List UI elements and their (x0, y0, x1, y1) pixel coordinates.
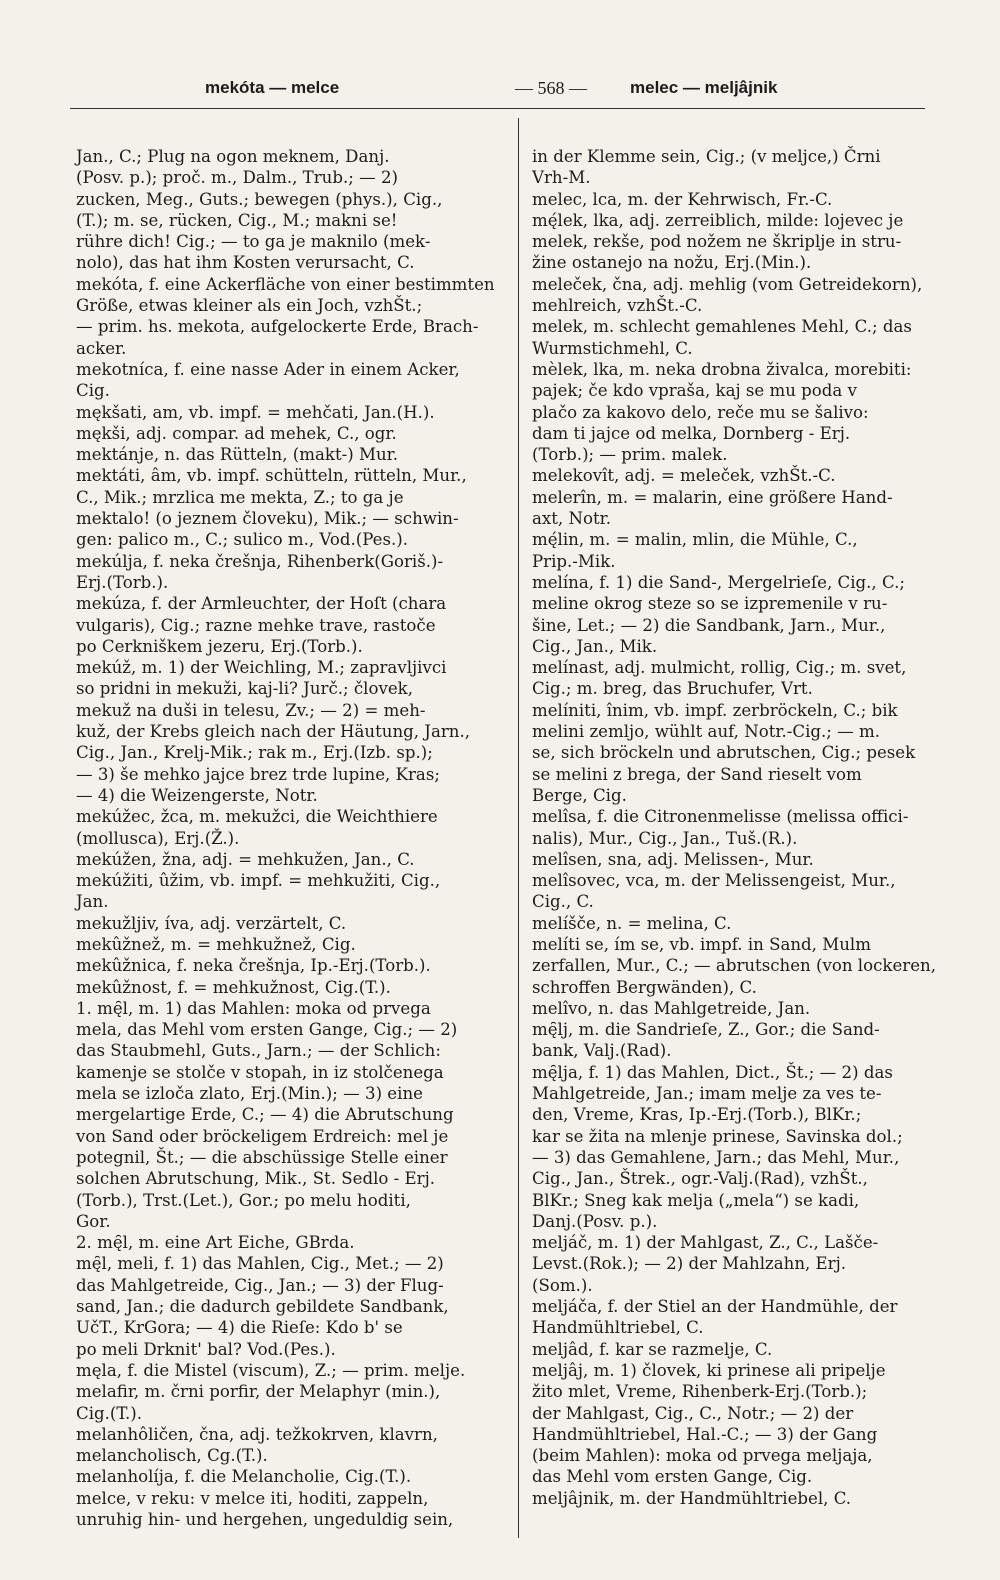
text-line: mekúžen, žna, adj. = mehkužen, Jan., C. (76, 849, 415, 869)
text-line: pajek; če kdo vpraša, kaj se mu poda v (532, 381, 857, 401)
text-line: (Torb.); — prim. malek. (532, 445, 728, 465)
header-right-guideword: melec — meljâjnik (630, 78, 778, 97)
text-line: mergelartige Erde, C.; — 4) die Abrutschung (76, 1105, 454, 1125)
text-line: melec, lca, m. der Kehrwisch, Fr.-C. (532, 189, 833, 209)
text-line: mę̑l, meli, f. 1) das Mahlen, Cig., Met.; — 2) (76, 1254, 444, 1274)
text-line: das Staubmehl, Guts., Jarn.; — der Schlich: (76, 1041, 441, 1061)
text-line: (beim Mahlen): moka od prvega meljaja, (532, 1446, 873, 1466)
text-line: mekúlja, f. neka črešnja, Rihenberk(Goriš.)- (76, 551, 444, 571)
text-line: plačo za kakovo delo, reče mu se šalivo: (532, 402, 869, 422)
text-line: melîsa, f. die Citronenmelisse (melissa offici- (532, 807, 909, 827)
text-line: meljâjnik, m. der Handmühltriebel, C. (532, 1488, 852, 1508)
text-line: melek, rekše, pod nožem ne škriplje in stru- (532, 232, 902, 252)
text-line: Cig. (76, 381, 110, 401)
text-line: das Mehl vom ersten Gange, Cig. (532, 1467, 813, 1487)
text-line: gen: palico m., C.; sulico m., Vod.(Pes.). (76, 530, 409, 550)
text-line: Erj.(Torb.). (76, 572, 169, 592)
text-line: melíti se, ím se, vb. impf. in Sand, Mulm (532, 934, 871, 954)
text-line: melekovît, adj. = meleček, vzhŠt.-C. (532, 466, 836, 486)
text-line: axt, Notr. (532, 509, 612, 529)
text-line: mekúž, m. 1) der Weichling, M.; zapravljivci (76, 658, 447, 678)
right-column (532, 146, 936, 1509)
text-line: melancholisch, Cg.(T.). (76, 1446, 268, 1466)
text-line: mekûžnica, f. neka črešnja, Ip.-Erj.(Torb.). (76, 956, 431, 976)
text-line: mekúžec, žca, m. mekužci, die Weichthiere (76, 807, 438, 827)
text-line: Cig., Jan., Mik. (532, 636, 658, 656)
text-line: kar se žita na mlenje prinese, Savinska dol.; (532, 1126, 903, 1146)
text-line: melîvo, n. das Mahlgetreide, Jan. (532, 998, 811, 1018)
text-line: zerfallen, Mur., C.; — abrutschen (von lockeren, (532, 956, 936, 976)
text-line: melanholíja, f. die Melancholie, Cig.(T.). (76, 1467, 412, 1487)
text-line: UčT., KrGora; — 4) die Rieſe: Kdo b' se (76, 1318, 403, 1338)
text-line: Cig., Jan., Štrek., ogr.-Valj.(Rad), vzhŠt., (532, 1169, 868, 1189)
page-number: — 568 — (515, 78, 587, 98)
text-line: mę́lek, lka, adj. zerreiblich, milde: lojevec je (532, 210, 904, 230)
text-line: acker. (76, 338, 127, 358)
text-line: męla, f. die Mistel (viscum), Z.; — prim. melje. (76, 1360, 466, 1380)
text-line: po meli Drknit' bal? Vod.(Pes.). (76, 1339, 336, 1359)
text-line: Cig., Jan., Krelj-Mik.; rak m., Erj.(Izb. sp.); (76, 743, 433, 763)
text-line: mę̑lja, f. 1) das Mahlen, Dict., Št.; — 2) das (532, 1062, 893, 1082)
text-line: dam ti jajce od melka, Dornberg - Erj. (532, 423, 851, 443)
text-line: mekúza, f. der Armleuchter, der Hoſt (chara (76, 594, 447, 614)
text-line: kuž, der Krebs gleich nach der Häutung, Jarn., (76, 722, 471, 742)
text-line: der Mahlgast, Cig., C., Notr.; — 2) der (532, 1403, 854, 1423)
text-line: melini zemljo, wühlt auf, Notr.-Cig.; — m. (532, 722, 881, 742)
text-line: Cig.; m. breg, das Bruchufer, Vrt. (532, 679, 813, 699)
text-line: meljáča, f. der Stiel an der Handmühle, der (532, 1297, 898, 1317)
text-line: šine, Let.; — 2) die Sandbank, Jarn., Mur., (532, 615, 886, 635)
text-line: (Posv. p.); proč. m., Dalm., Trub.; — 2) (76, 168, 399, 188)
text-line: melek, m. schlecht gemahlenes Mehl, C.; das (532, 317, 912, 337)
text-line: melínast, adj. mulmicht, rollig, Cig.; m. svet, (532, 658, 907, 678)
text-line: Jan. (76, 892, 109, 912)
text-line: bank, Valj.(Rad). (532, 1041, 672, 1061)
text-line: mektalo! (o jeznem človeku), Mik.; — schwin- (76, 509, 459, 529)
text-line: Handmühltriebel, Hal.-C.; — 3) der Gang (532, 1424, 878, 1444)
text-line: Wurmstichmehl, C. (532, 338, 693, 358)
left-column (76, 146, 501, 1530)
text-line: se melini z brega, der Sand rieselt vom (532, 764, 862, 784)
text-line: mela, das Mehl vom ersten Gange, Cig.; — 2) (76, 1020, 458, 1040)
text-line: von Sand oder bröckeligem Erdreich: mel je (76, 1126, 449, 1146)
text-line: Vrh-M. (532, 168, 591, 188)
text-line: mektáti, âm, vb. impf. schütteln, rütteln, Mur., (76, 466, 467, 486)
text-line: 2. mę̑l, m. eine Art Eiche, GBrda. (76, 1233, 355, 1253)
text-line: mela se izloča zlato, Erj.(Min.); — 3) eine (76, 1084, 423, 1104)
text-line: mekúžiti, ûžim, vb. impf. = mehkužiti, Cig., (76, 871, 441, 891)
text-line: melîsovec, vca, m. der Melissengeist, Mur., (532, 871, 896, 891)
text-line: zucken, Meg., Guts.; bewegen (phys.), Cig., (76, 189, 443, 209)
text-line: mekužljiv, íva, adj. verzärtelt, C. (76, 913, 347, 933)
text-line: Größe, etwas kleiner als ein Joch, vzhŠt.; (76, 296, 423, 316)
text-line: mekuž na duši in telesu, Zv.; — 2) = meh- (76, 700, 426, 720)
text-line: melína, f. 1) die Sand-, Mergelrieſe, Cig., C.; (532, 572, 905, 592)
text-line: sand, Jan.; die dadurch gebildete Sandbank, (76, 1297, 449, 1317)
text-line: — 3) das Gemahlene, Jarn.; das Mehl, Mur., (532, 1147, 900, 1167)
text-line: rühre dich! Cig.; — to ga je maknilo (mek- (76, 232, 431, 252)
text-line: nalis), Mur., Cig., Jan., Tuš.(R.). (532, 828, 798, 848)
text-line: kamenje se stolče v stopah, in iz stolčenega (76, 1062, 444, 1082)
text-line: mękši, adj. compar. ad mehek, C., ogr. (76, 423, 397, 443)
text-line: mekotníca, f. eine nasse Ader in einem Acker, (76, 359, 460, 379)
text-line: (Som.). (532, 1275, 593, 1295)
text-line: solchen Abrutschung, Mik., St. Sedlo - Erj. (76, 1169, 436, 1189)
text-line: vulgaris), Cig.; razne mehke trave, rastoče (76, 615, 436, 635)
text-line: melanhôličen, čna, adj. težkokrven, klavrn, (76, 1424, 438, 1444)
text-line: mèlek, lka, m. neka drobna živalca, morebiti: (532, 359, 912, 379)
text-line: mę̑lj, m. die Sandrieſe, Z., Gor.; die Sand- (532, 1020, 880, 1040)
text-line: Berge, Cig. (532, 785, 627, 805)
text-line: po Cerkniškem jezeru, Erj.(Torb.). (76, 636, 363, 656)
text-line: C., Mik.; mrzlica me mekta, Z.; to ga je (76, 487, 404, 507)
page-header (80, 78, 925, 108)
text-line: das Mahlgetreide, Cig., Jan.; — 3) der Flug- (76, 1275, 444, 1295)
text-line: melíšče, n. = melina, C. (532, 913, 732, 933)
text-line: (mollusca), Erj.(Ž.). (76, 828, 240, 848)
column-divider (518, 118, 519, 1538)
text-line: melafir, m. črni porfir, der Melaphyr (min.), (76, 1382, 441, 1402)
text-line: meljâd, f. kar se razmelje, C. (532, 1339, 773, 1359)
text-line: den, Vreme, Kras, Ip.-Erj.(Torb.), BlKr.; (532, 1105, 862, 1125)
text-line: Prip.-Mik. (532, 551, 616, 571)
text-line: se, sich bröckeln und abrutschen, Cig.; pesek (532, 743, 916, 763)
text-line: (Torb.), Trst.(Let.), Gor.; po melu hoditi, (76, 1190, 411, 1210)
text-line: — prim. hs. mekota, aufgelockerte Erde, Brach- (76, 317, 479, 337)
text-line: Gor. (76, 1211, 111, 1231)
text-line: meline okrog steze so se izpremenile v ru- (532, 594, 888, 614)
text-line: melerîn, m. = malarin, eine größere Hand- (532, 487, 893, 507)
text-line: Mahlgetreide, Jan.; imam melje za ves te- (532, 1084, 882, 1104)
header-rule (70, 108, 925, 109)
text-line: Danj.(Posv. p.). (532, 1211, 658, 1231)
text-line: 1. mę̑l, m. 1) das Mahlen: moka od prvega (76, 998, 431, 1018)
text-line: Cig., C. (532, 892, 594, 912)
text-line: melíniti, înim, vb. impf. zerbröckeln, C.; bik (532, 700, 898, 720)
text-line: in der Klemme sein, Cig.; (v meljce,) Črni (532, 147, 881, 166)
text-line: schroffen Bergwänden), C. (532, 977, 757, 997)
text-line: so pridni in mekuži, kaj-li? Jurč.; človek, (76, 679, 414, 699)
text-line: Cig.(T.). (76, 1403, 143, 1423)
text-line: mekûžnež, m. = mehkužnež, Cig. (76, 934, 356, 954)
text-line: mehlreich, vzhŠt.-C. (532, 296, 703, 316)
text-line: mę́lin, m. = malin, mlin, die Mühle, C., (532, 530, 858, 550)
text-line: melce, v reku: v melce iti, hoditi, zappeln, (76, 1488, 429, 1508)
text-line: potegnil, Št.; — die abschüssige Stelle einer (76, 1147, 448, 1167)
text-line: mękšati, am, vb. impf. = mehčati, Jan.(H.). (76, 402, 435, 422)
text-line: Levst.(Rok.); — 2) der Mahlzahn, Erj. (532, 1254, 847, 1274)
text-line: melîsen, sna, adj. Melissen-, Mur. (532, 849, 814, 869)
text-line: mektánje, n. das Rütteln, (makt-) Mur. (76, 445, 399, 465)
text-line: — 3) še mehko jajce brez trde lupine, Kras; (76, 764, 440, 784)
text-line: žito mlet, Vreme, Rihenberk-Erj.(Torb.); (532, 1382, 868, 1402)
text-line: (T.); m. se, rücken, Cig., M.; makni se! (76, 210, 398, 230)
text-line: Handmühltriebel, C. (532, 1318, 704, 1338)
text-line: — 4) die Weizengerste, Notr. (76, 785, 318, 805)
text-line: meleček, čna, adj. mehlig (vom Getreidekorn), (532, 274, 923, 294)
text-line: Jan., C.; Plug na ogon meknem, Danj. (76, 147, 390, 166)
header-left-guideword: mekóta — melce (205, 78, 340, 97)
text-line: mekóta, f. eine Ackerfläche von einer bestimmten (76, 274, 495, 294)
text-line: žine ostanejo na nožu, Erj.(Min.). (532, 253, 812, 273)
text-line: mekûžnost, f. = mehkužnost, Cig.(T.). (76, 977, 391, 997)
text-line: nolo), das hat ihm Kosten verursacht, C. (76, 253, 415, 273)
text-line: unruhig hin- und hergehen, ungeduldig sein, (76, 1510, 454, 1529)
text-line: melјáč, m. 1) der Mahlgast, Z., C., Lašče- (532, 1233, 879, 1253)
text-line: BlKr.; Sneg kak melja („mela“) se kadi, (532, 1190, 860, 1210)
text-line: meljâj, m. 1) človek, ki prinese ali pripelje (532, 1360, 886, 1380)
